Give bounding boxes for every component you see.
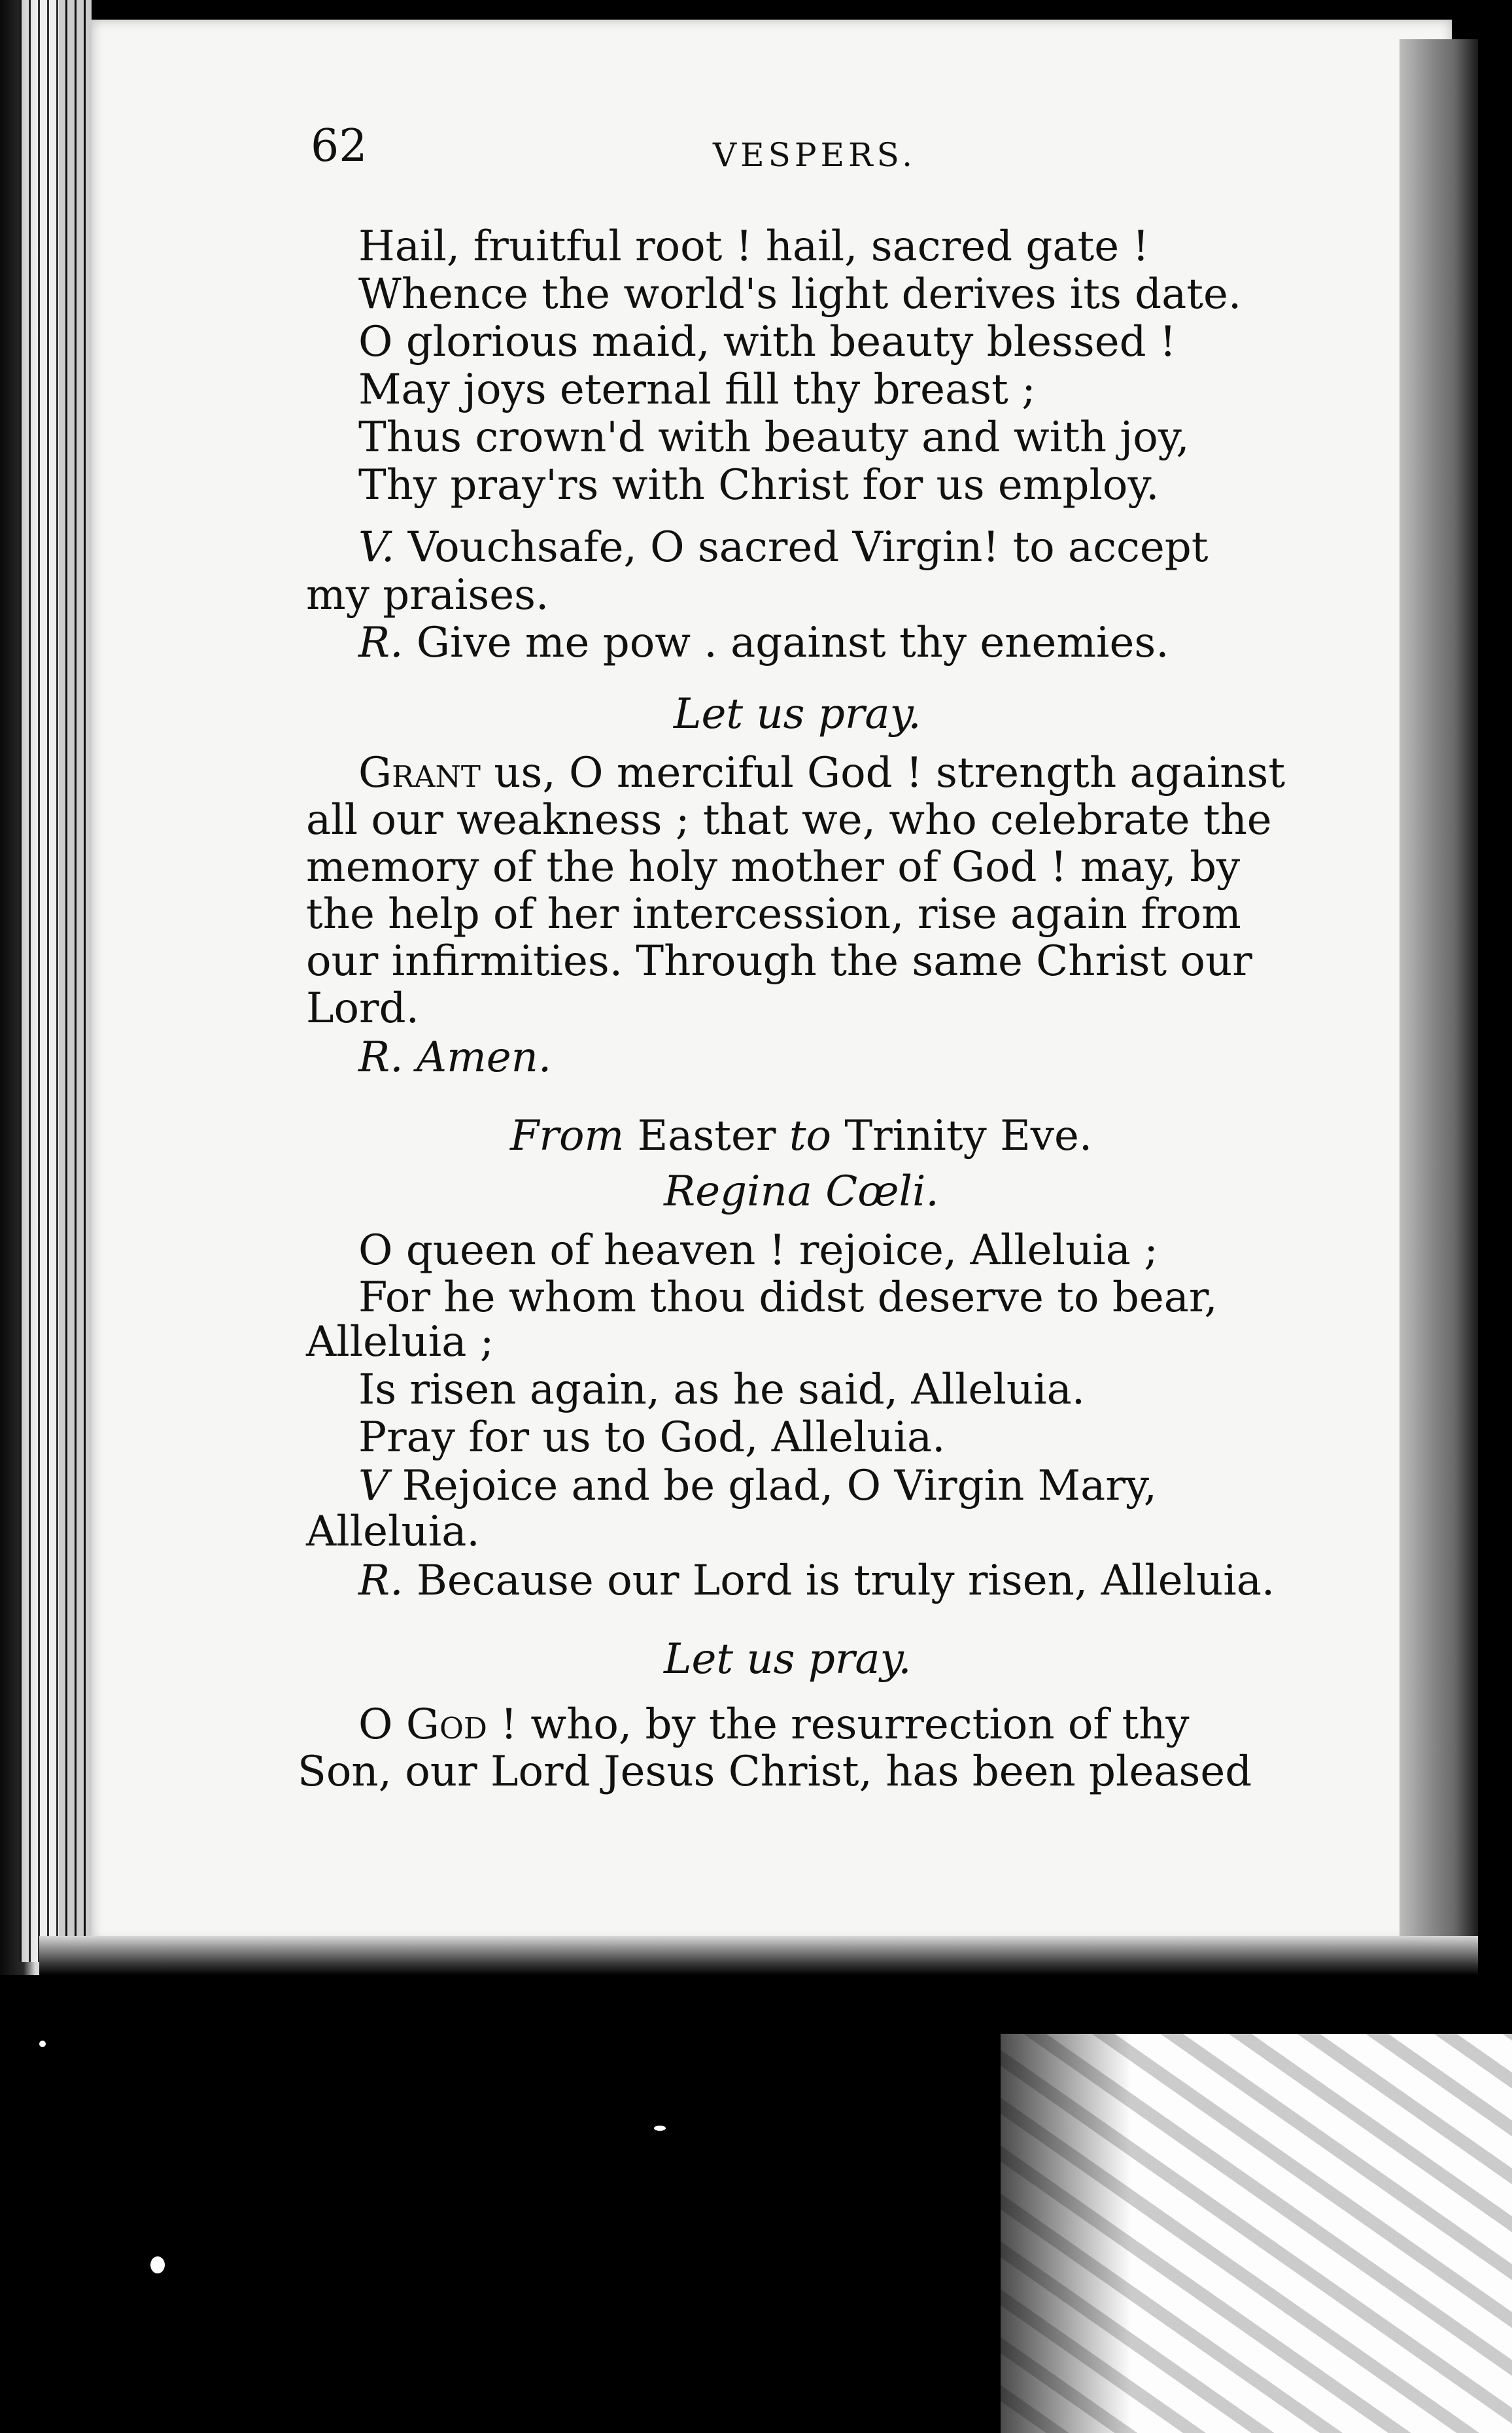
versicle-text: Vouchsafe, O sacred Virgin! to accept — [407, 523, 1209, 572]
prayer-lead-word: O God — [358, 1700, 487, 1749]
hymn-line: O glorious maid, with beauty blessed ! — [358, 318, 1177, 366]
antiphon-line: Pray for us to God, Alleluia. — [358, 1413, 946, 1462]
page-right-shadow — [1400, 39, 1478, 1975]
season-end: Trinity Eve. — [831, 1112, 1093, 1160]
response-mark: R. — [358, 619, 404, 667]
prayer-line: all our weakness ; that we, who celebrate the — [306, 796, 1272, 844]
prayer-line — [358, 749, 1286, 797]
response-text: Because our Lord is truly risen, Alleluia. — [416, 1557, 1275, 1605]
antiphon-line: Alleluia ; — [306, 1318, 494, 1366]
season-from: From — [510, 1112, 625, 1160]
running-title: VESPERS. — [713, 136, 917, 174]
versicle-mark: V — [358, 1462, 389, 1510]
prayer-line: the help of her intercession, rise again from — [306, 890, 1241, 939]
hymn-line: Whence the world's light derives its date. — [358, 270, 1242, 319]
response-mark: R. — [358, 1557, 404, 1605]
hymn-line: Hail, fruitful root ! hail, sacred gate ! — [358, 222, 1150, 271]
response-line — [358, 619, 1169, 667]
hymn-line: Thy pray'rs with Christ for us employ. — [358, 461, 1160, 509]
dust-speck — [39, 2041, 46, 2047]
let-us-pray-heading: Let us pray. — [664, 1635, 912, 1683]
prayer-line: Son, our Lord Jesus Christ, has been pleased — [298, 1748, 1252, 1796]
amen-mark: R. — [358, 1033, 404, 1082]
hymn-line: Thus crown'd with beauty and with joy, — [358, 413, 1190, 462]
page-bottom-edge — [39, 1936, 1478, 1975]
amen-text: Amen. — [416, 1033, 552, 1082]
season-to: to — [789, 1112, 832, 1160]
season-middle: Easter — [624, 1112, 789, 1160]
prayer-line: Lord. — [306, 984, 419, 1033]
dust-speck — [654, 2126, 666, 2131]
cloth-shadow — [1001, 2034, 1131, 2433]
amen-line — [358, 1033, 552, 1082]
antiphon-line: O queen of heaven ! rejoice, Alleluia ; — [358, 1226, 1158, 1275]
prayer-line: memory of the holy mother of God ! may, by — [306, 843, 1241, 891]
hymn-line: May joys eternal fill thy breast ; — [358, 366, 1036, 414]
let-us-pray-heading: Let us pray. — [674, 690, 921, 738]
versicle-line — [358, 523, 1209, 572]
prayer-lead-word: Grant — [358, 749, 481, 797]
page-number: 62 — [311, 120, 368, 172]
prayer-text: us, O merciful God ! strength against — [480, 749, 1286, 797]
response-text: Give me pow . against thy enemies. — [416, 619, 1169, 667]
response-line — [358, 1557, 1275, 1605]
antiphon-line: For he whom thou didst deserve to bear, — [358, 1273, 1218, 1322]
prayer-line — [358, 1700, 1190, 1749]
season-heading — [510, 1112, 1093, 1160]
prayer-text: ! who, by the resurrection of thy — [487, 1700, 1190, 1749]
page-stack-edges — [20, 0, 92, 1962]
versicle-continuation: my praises. — [306, 571, 549, 619]
versicle-line — [358, 1462, 1157, 1510]
prayer-line: our infirmities. Through the same Christ our — [306, 937, 1252, 986]
dust-speck — [150, 2256, 165, 2273]
antiphon-title: Regina Cœli. — [664, 1167, 939, 1216]
antiphon-line: Is risen again, as he said, Alleluia. — [358, 1366, 1086, 1414]
versicle-continuation: Alleluia. — [306, 1508, 480, 1556]
versicle-text: Rejoice and be glad, O Virgin Mary, — [402, 1462, 1157, 1510]
versicle-mark: V. — [358, 523, 395, 572]
